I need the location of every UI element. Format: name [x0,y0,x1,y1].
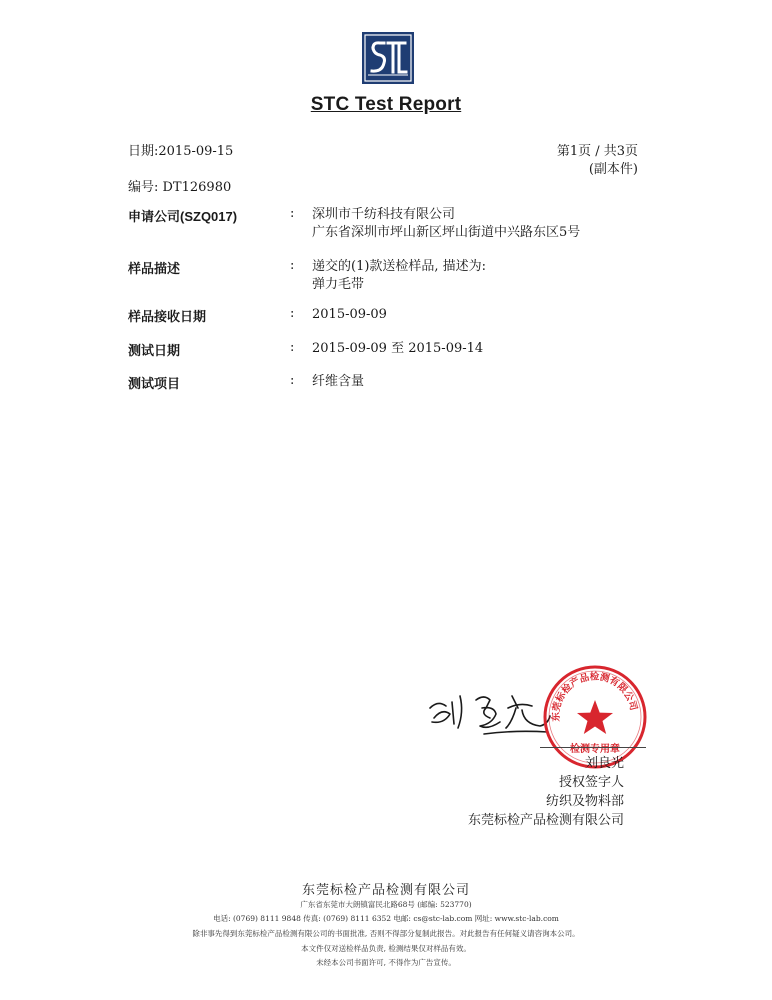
field-label: 样品描述 [128,261,181,276]
field-colon: : [290,373,295,388]
report-date: 日期:2015-09-15 [128,144,234,159]
sample-note: 递交的(1)款送检样品, 描述为: [312,259,487,274]
signatory-role: 授权签字人 [558,775,624,790]
field-colon: : [290,258,295,273]
field-label: 测试项目 [128,376,181,391]
receive-date: 2015-09-09 [312,307,387,322]
test-item: 纤维含量 [312,374,365,389]
signatory-company: 东莞标检产品检测有限公司 [467,813,624,828]
field-value [312,373,364,391]
copy-note: (副本件) [588,162,638,177]
footer-disclaimer-3: 未经本公司书面许可, 不得作为广告宣传。 [316,958,456,967]
applicant-address: 广东省深圳市坪山新区坪山街道中兴路东区5号 [312,225,581,240]
field-value [312,206,580,242]
footer-disclaimer-1: 除非事先得到东莞标检产品检测有限公司的书面批准, 否则不得部分复制此报告。对此报告有任何疑义请咨询本公司。 [192,929,580,938]
signatory-name: 刘良光 [584,756,624,771]
handwritten-signature [424,678,554,740]
report-number: 编号: DT126980 [128,180,232,195]
field-label: 申请公司(SZQ017) [128,209,238,224]
footer-contact: 电话: (0769) 8111 9848 传真: (0769) 8111 6352 电邮: cs@stc-lab.com 网址: www.stc-lab.com [213,914,559,923]
field-colon: : [290,340,295,355]
svg-text:检测专用章: 检测专用章 [570,744,620,755]
field-value [312,340,483,358]
page-number: 第1页 / 共3页 [556,144,638,159]
stc-logo [362,32,414,84]
svg-text:东莞标检产品检测有限公司: 东莞标检产品检测有限公司 [550,671,639,722]
footer-disclaimer-2: 本文件仅对送检样品负责, 检测结果仅对样品有效。 [301,944,471,953]
field-value [312,258,486,294]
sample-name: 弹力毛带 [312,277,365,292]
signatory-department: 纺织及物料部 [545,794,624,809]
footer-company: 东莞标检产品检测有限公司 [301,883,470,898]
signature-line [540,747,646,748]
footer-address: 广东省东莞市大朗镇富民北路68号 (邮编: 523770) [300,900,472,909]
field-label: 测试日期 [128,343,181,358]
field-label: 样品接收日期 [128,309,207,324]
field-value [312,306,387,324]
report-title: STC Test Report [310,94,462,115]
field-colon: : [290,206,295,221]
applicant-name: 深圳市千纺科技有限公司 [312,207,456,222]
field-colon: : [290,306,295,321]
test-date: 2015-09-09 至 2015-09-14 [312,341,484,356]
